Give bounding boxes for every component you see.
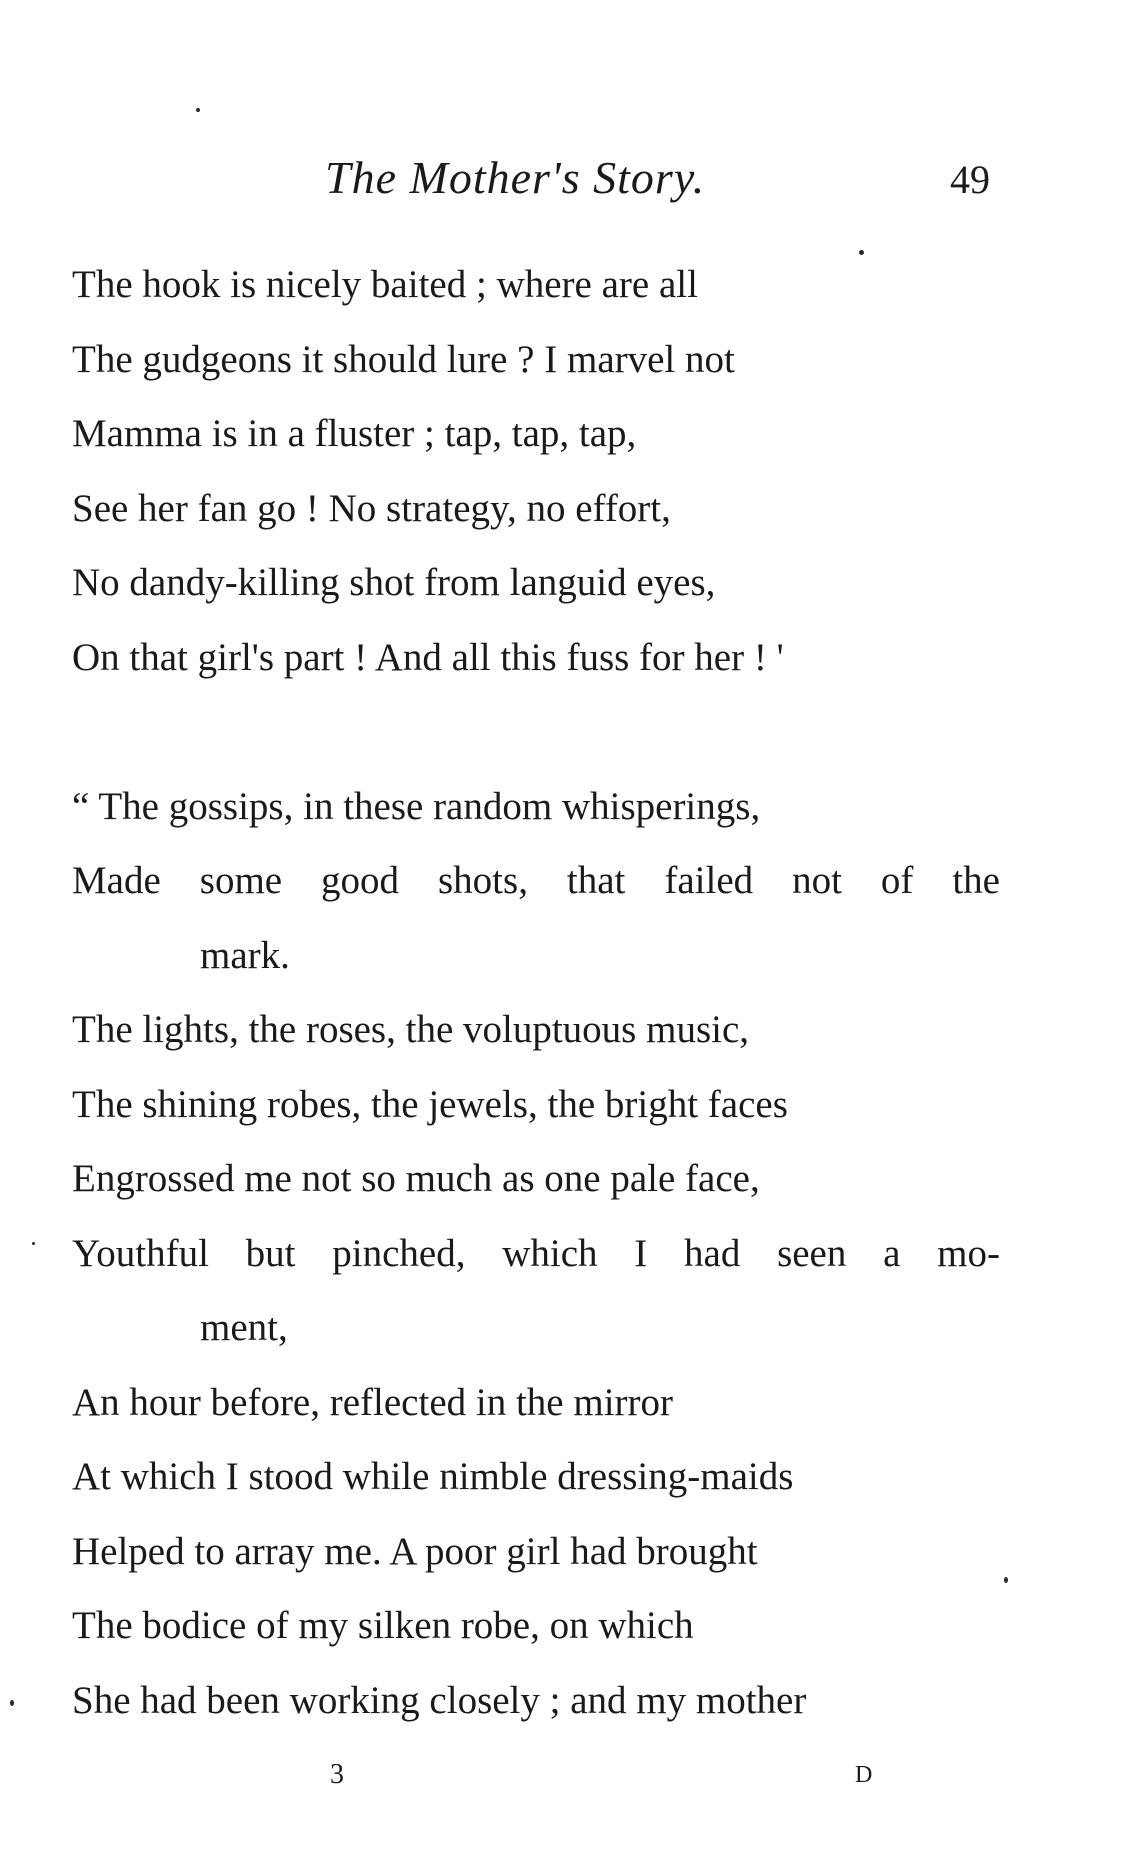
verse-line: See her fan go ! No strategy, no effort, xyxy=(72,486,671,530)
stanza-break xyxy=(72,695,1012,770)
scan-speck xyxy=(196,108,200,112)
verse-line: The bodice of my silken robe, on which xyxy=(72,1604,694,1647)
verse-line: On that girl's part ! And all this fuss for her ! ' xyxy=(72,635,784,679)
verse-line: The hook is nicely baited ; where are all xyxy=(72,263,698,306)
poem-text xyxy=(72,248,1012,1738)
verse-line: No dandy-killing shot from languid eyes, xyxy=(72,561,716,604)
verse-line: Engrossed me not so much as one pale face, xyxy=(72,1157,760,1200)
signature-letter: D xyxy=(855,1762,873,1788)
verse-line: ment, xyxy=(200,1306,288,1349)
scan-speck xyxy=(859,250,864,255)
signature-number: 3 xyxy=(330,1759,344,1790)
scan-speck xyxy=(10,1700,14,1706)
running-header xyxy=(0,148,1146,208)
page-footer xyxy=(0,1755,1146,1795)
verse-line: The lights, the roses, the voluptuous music, xyxy=(72,1008,750,1051)
verse-line: She had been working closely ; and my mother xyxy=(72,1678,807,1722)
verse-line: Mamma is in a fluster ; tap, tap, tap, xyxy=(72,412,637,455)
verse-line: Youthful but pinched, which I had seen a mo- xyxy=(72,1231,1000,1275)
verse-line: “ The gossips, in these random whisperings, xyxy=(72,784,761,828)
page-number: 49 xyxy=(950,157,990,202)
verse-line: Made some good shots, that failed not of the xyxy=(72,859,1000,902)
verse-line: mark. xyxy=(200,933,290,977)
verse-line: At which I stood while nimble dressing-maids xyxy=(72,1455,794,1498)
scan-speck xyxy=(1004,1577,1008,1583)
scan-speck xyxy=(32,1242,35,1245)
running-title: The Mother's Story. xyxy=(325,152,706,203)
verse-line: The gudgeons it should lure ? I marvel not xyxy=(72,337,735,381)
verse-line: The shining robes, the jewels, the bright faces xyxy=(72,1082,788,1126)
verse-line: Helped to array me. A poor girl had brought xyxy=(72,1529,758,1573)
verse-line: An hour before, reflected in the mirror xyxy=(72,1380,673,1424)
